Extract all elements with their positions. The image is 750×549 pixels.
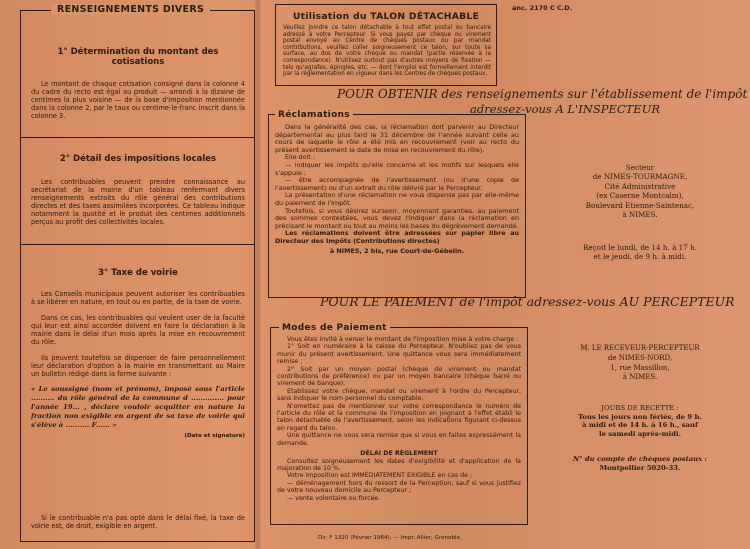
jours-line: à midi et de 14 h. à 16 h., sauf	[582, 421, 698, 430]
section3-title: 3° Taxe de voirie	[98, 268, 178, 278]
obtain-heading-2: adressez-vous A L'INSPECTEUR	[470, 102, 661, 116]
inspecteur-hours	[540, 243, 740, 262]
percepteur-line: M. LE RECEVEUR-PERCEPTEUR	[580, 344, 700, 352]
printer-footer: Dir. F 1320 (Février 1964). — Impr. Allier, Grenoble.	[318, 535, 462, 541]
reclam-p5: La présentation d'une réclamation ne vous dispense pas par elle-même du paiement de l'impôt.	[275, 191, 519, 207]
percepteur-line: de NIMES-NORD,	[607, 353, 673, 362]
inspecteur-line: à NIMES.	[622, 210, 658, 220]
delai-p2: Votre imposition est IMMÉDIATEMENT EXIGIBLE en cas de :	[287, 472, 473, 480]
obtain-heading: POUR OBTENIR des renseignements sur l'établissement de l'impôt	[337, 87, 748, 101]
section3-p2: Dans ce cas, les contribuables qui veulent user de la faculté qui leur est ainsi accordée doivent en faire la déclaration à la mairie dans le délai d'un mois après la mise en recouvrement du rôle.	[31, 314, 245, 346]
percepteur-jours	[540, 404, 740, 438]
section3-sign: (Date et signature)	[184, 433, 245, 439]
ccp-value: Montpellier 5020-33.	[599, 464, 681, 472]
inspecteur-line: Secteur	[625, 163, 655, 172]
form-code: anc. 2170 C C.D.	[512, 4, 573, 12]
reclam-p6: Toutefois, si vous désirez surseoir, moyennant garanties, au paiement des sommes contestées, vous devez l'indiquer dans la réclamation en précisant le montant ou tout au moins les bases du dégrèvement demandé.	[275, 206, 519, 230]
delai-p1: Consultez soigneusement les dates d'exigibilité et d'application de la majoration de 10 %.	[277, 457, 521, 472]
reclam-p7: Les réclamations doivent être adressées sur papier libre au Directeur des Impôts (Contributions directes)	[275, 229, 519, 245]
percepteur-ccp	[540, 455, 740, 473]
percepteur-line: 1, rue Massillon,	[610, 363, 670, 372]
modes-p5: N'omettez pas de mentionner sur votre correspondance le numéro de l'article du rôle et la commune de l'imposition en joignant à l'effet établi le talon détachable de l'avertissement, selon les indications figurant ci-dessus en regard du talon.	[277, 402, 521, 432]
section3-p1: Les Conseils municipaux peuvent autoriser les contribuables à se libérer en nature, en tout ou en partie, de la taxe de voirie.	[31, 290, 245, 306]
section-divider	[21, 244, 254, 245]
section1-title: 1° Détermination du montant des cotisations	[57, 47, 219, 67]
reclam-p4: — être accompagnée de l'avertissement (ou d'une copie de l'avertissement) ou d'un extrait du rôle délivré par le Percepteur.	[275, 176, 519, 192]
inspecteur-line: de NIMES-TOURMAGNE,	[592, 172, 688, 182]
modes-title: Modes de Paiement	[279, 323, 390, 333]
delai-title: DÉLAI DE RÈGLEMENT	[360, 450, 438, 458]
section2-body: Les contribuables peuvent prendre connaissance au secrétariat de la mairie d'un tableau renfermant divers renseignements extraits du rôle général des contributions directes et des taxes assimilées incorporées. Ce tableau indique notamment la quotité et le produit des centimes additionnels perçus au profit des collectivités locales.	[31, 178, 245, 226]
percepteur-address	[540, 344, 740, 383]
delai-p4: — vente volontaire ou forcée.	[287, 494, 381, 502]
delai-p3: — déménagement hors du ressort de la Perception, sauf si vous justifiez de votre nouveau domicile au Percepteur ;	[277, 479, 521, 495]
inspecteur-line: (ex Caserne Montcalm),	[596, 191, 684, 201]
renseignements-divers-title: RENSEIGNEMENTS DIVERS	[51, 4, 210, 15]
reclam-p2: Elle doit :	[285, 153, 315, 162]
payment-heading: POUR LE PAIEMENT de l'impôt adressez-vous AU PERCEPTEUR	[320, 294, 735, 309]
modes-p4: Etablissez votre chèque, mandat ou virement à l'ordre du Percepteur, sans indiquer le nom personnel du comptable.	[277, 387, 521, 403]
reclam-p3: — indiquer les impôts qu'elle concerne et les motifs sur lesquels elle s'appuie ;	[275, 160, 519, 177]
talon-body: Veuillez joindre ce talon détachable à tout effet postal ou bancaire adressé à votre Percepteur. Si vous payez par chèque ou virement postal envoyé au Centre de chèques postaux ou par mandat contributions, veuillez coller soigneusement ce talon, sur toute sa surface, au dos de votre chèque ou mandat (partie réservée à la correspondance). N'utilisez surtout pas d'autres moyens de fixation — tels qu'agrafes, épingles, etc. — dont l'emploi est formellement interdit par la réglementation en vigueur dans les Centres de chèques postaux.	[283, 25, 491, 78]
inspecteur-hours-line: Reçoit le lundi, de 14 h. à 17 h.	[582, 243, 698, 252]
modes-paiement-box	[270, 323, 528, 525]
renseignements-divers-box	[20, 4, 255, 542]
talon-box	[275, 4, 497, 86]
reclam-p1: Dans la généralité des cas, la réclamation doit parvenir au Directeur départemental au plus tard le 31 décembre de l'année suivant celle au cours de laquelle le rôle a été mis en recouvrement (voir au recto du présent avertissement la date de mise en recouvrement du rôle).	[275, 123, 519, 154]
reclamations-title: Réclamations	[275, 110, 353, 120]
percepteur-line: à NIMES.	[622, 373, 658, 382]
talon-title: Utilisation du TALON DÉTACHABLE	[292, 11, 480, 22]
inspecteur-line: Boulevard Etienne-Saintenac,	[585, 200, 695, 210]
jours-line: Tous les jours non fériés, de 9 h.	[578, 412, 702, 421]
section3-quote: « Le soussigné (nom et prénom), imposé sous l'article .......... du rôle général de la commune d .............. pour l'année 19... , déclare vouloir acquitter en nature la fraction non exigible en argent de sa taxe de voirie qui s'élève à .......... F...... »	[31, 385, 245, 429]
section2-title: 2° Détail des impositions locales	[59, 154, 217, 164]
jours-title: JOURS DE RECETTE :	[601, 404, 679, 412]
section3-p3: Ils peuvent toutefois se dispenser de faire personnellement leur déclaration d'option à la mairie en transmettant au Maire un bulletin rédigé dans la forme suivante :	[31, 354, 245, 378]
inspecteur-hours-line: et le jeudi, de 9 h. à midi.	[593, 252, 687, 262]
modes-p1: Vous êtes invité à verser le montant de l'imposition mise à votre charge :	[287, 336, 519, 343]
reclamations-box	[268, 110, 526, 298]
ccp-label: N° du compte de chèques postaux :	[572, 455, 708, 463]
jours-line: le samedi après-midi.	[599, 429, 681, 438]
modes-p2: 1° Soit en numéraire à la caisse du Percepteur. N'oubliez pas de vous munir du présent avertissement. Une quittance vous sera immédiatement remise ;	[277, 343, 521, 366]
page-fold	[255, 0, 261, 549]
section-divider	[21, 137, 254, 138]
modes-p3: 2° Soit par un moyen postal (chèque de virement ou mandat contributions de préférence) ou par un moyen bancaire (chèque barré ou virement de banque).	[277, 365, 521, 388]
inspecteur-line: Cité Administrative	[604, 181, 676, 191]
inspecteur-address	[540, 163, 740, 219]
section1-body: Le montant de chaque cotisation consigné dans la colonne 4 du cadre du recto est égal au produit — arrondi à la dizaine de centimes la plus voisine — de la base d'imposition mentionnée dans la colonne 2, par le taux ou centime-le-franc inscrit dans la colonne 3.	[31, 80, 245, 120]
modes-p6: Une quittance ne vous sera remise que si vous en faites expressément la demande.	[277, 432, 521, 447]
section3-p4: Si le contribuable n'a pas opté dans le délai fixé, la taxe de voirie est, de droit, exigible en argent.	[31, 514, 245, 530]
reclam-p8: à NIMES, 2 bis, rue Court-de-Gébelin.	[329, 246, 465, 255]
